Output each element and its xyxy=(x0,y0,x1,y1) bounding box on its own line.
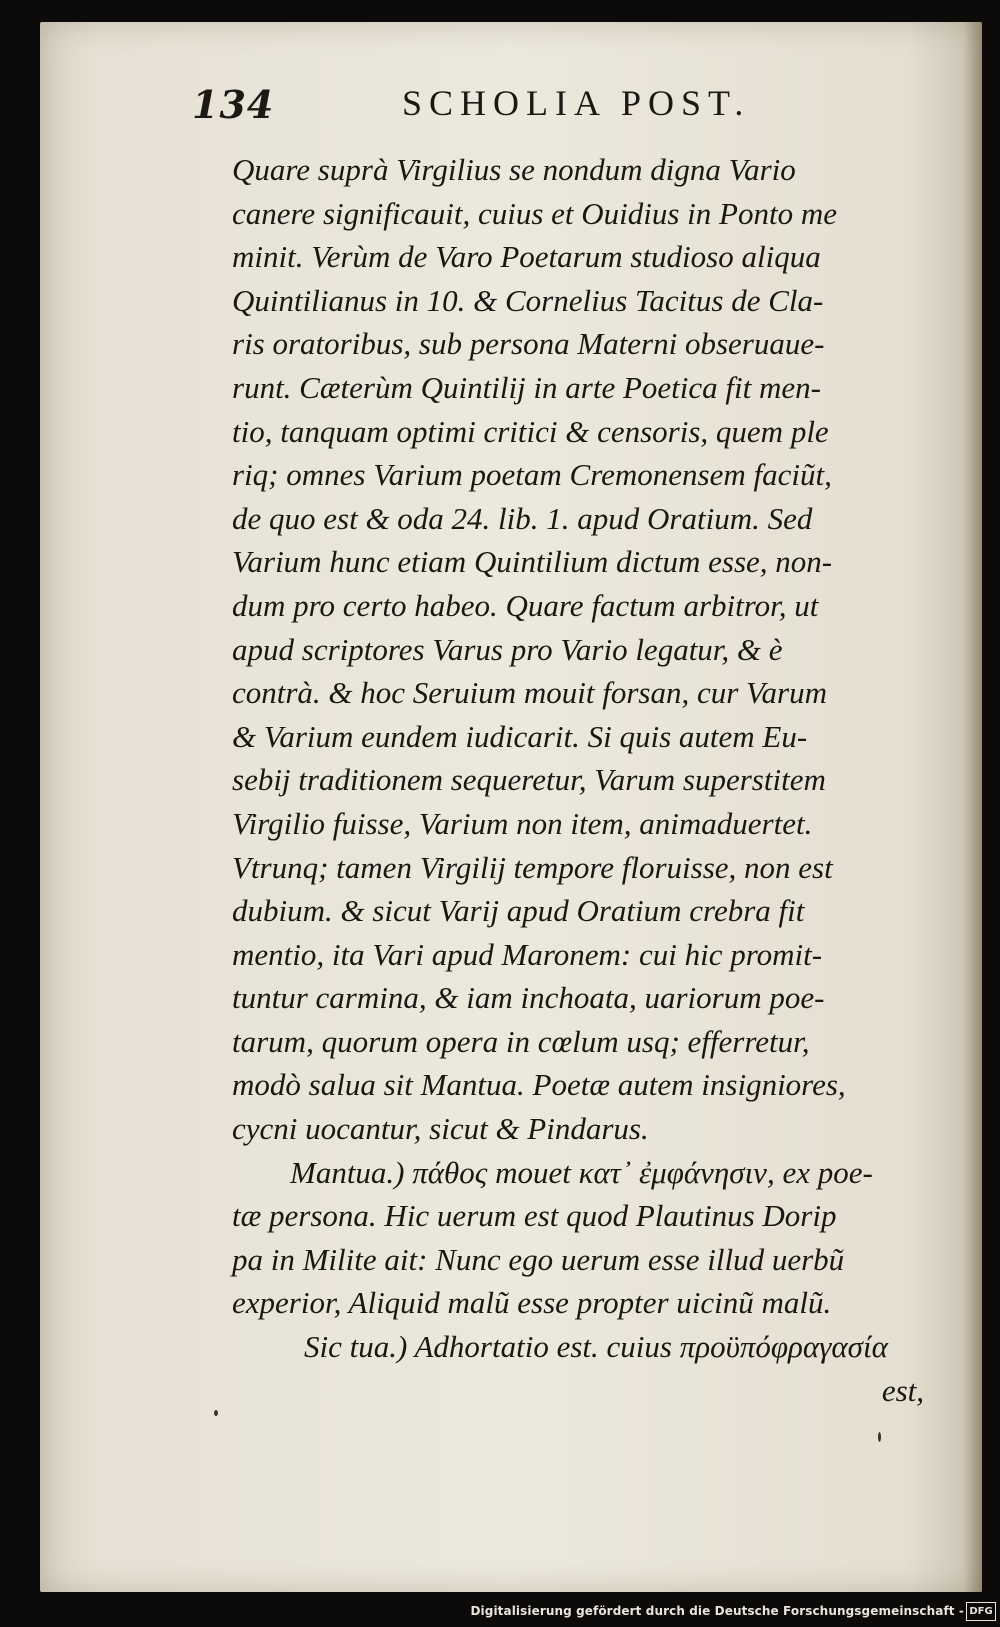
catchword: est, xyxy=(881,1372,924,1408)
footer-bar xyxy=(0,1598,1000,1627)
text-line: & Varium eundem iudicarit. Si quis autem Eu- xyxy=(232,718,808,754)
text-line: dubium. & sicut Varij apud Oratium crebra fit xyxy=(232,893,805,929)
text-line: tuntur carmina, & iam inchoata, uariorum poe- xyxy=(232,980,825,1016)
text-line: Sic tua.) Adhortatio est. cuius προϋπόφραγασία xyxy=(304,1329,888,1365)
footer-credit: Digitalisierung gefördert durch die Deutsche Forschungsgemeinschaft - xyxy=(470,1604,964,1618)
text-line: Vtrunq; tamen Virgilij tempore floruisse, non est xyxy=(232,849,833,885)
text-line: contrà. & hoc Seruium mouit forsan, cur Varum xyxy=(232,675,828,711)
header-title: SCHOLIA POST. xyxy=(402,83,751,123)
text-line: tæ persona. Hic uerum est quod Plautinus Dorip xyxy=(232,1198,837,1234)
paper-speck xyxy=(878,1432,881,1442)
text-line: dum pro certo habeo. Quare factum arbitror, ut xyxy=(232,587,819,623)
paper-speck xyxy=(214,1410,218,1416)
text-line: experior, Aliquid malũ esse propter uicinũ malũ. xyxy=(232,1285,832,1321)
text-line: modò salua sit Mantua. Poetæ autem insigniores, xyxy=(232,1067,846,1103)
text-line: de quo est & oda 24. lib. 1. apud Oratium. Sed xyxy=(232,500,813,536)
text-line: apud scriptores Varus pro Vario legatur, & è xyxy=(232,631,783,667)
text-line: Quintilianus in 10. & Cornelius Tacitus de Cla- xyxy=(232,282,824,318)
book-page xyxy=(40,22,982,1592)
text-line: runt. Cæterùm Quintilij in arte Poetica fit men- xyxy=(232,369,821,405)
text-line: Quare suprà Virgilius se nondum digna Vario xyxy=(232,152,796,187)
text-line: minit. Verùm de Varo Poetarum studioso aliqua xyxy=(232,239,821,275)
body-text xyxy=(232,148,952,1412)
text-line: riq; omnes Varium poetam Cremonensem faciũt, xyxy=(232,457,832,493)
text-line: tarum, quorum opera in cœlum usq; efferretur, xyxy=(232,1023,810,1059)
page-number: 134 xyxy=(192,82,275,127)
text-line: Mantua.) πάθος mouet κατ᾽ ἐμφάνησιν, ex poe- xyxy=(290,1154,873,1190)
text-line: sebij traditionem sequeretur, Varum superstitem xyxy=(232,762,826,798)
text-line: mentio, ita Vari apud Maronem: cui hic promit- xyxy=(232,936,823,972)
running-head xyxy=(192,82,892,142)
page-edge-shadow xyxy=(964,22,982,1592)
text-line: Varium hunc etiam Quintilium dictum esse, non- xyxy=(232,544,833,580)
text-line: canere significauit, cuius et Ouidius in Ponto me xyxy=(232,195,837,231)
text-line: tio, tanquam optimi critici & censoris, quem ple xyxy=(232,413,829,449)
dfg-logo: DFG xyxy=(966,1602,996,1621)
text-line: cycni uocantur, sicut & Pindarus. xyxy=(232,1111,649,1147)
text-line: pa in Milite ait: Nunc ego uerum esse illud uerbũ xyxy=(232,1241,845,1277)
text-line: ris oratoribus, sub persona Materni obseruaue- xyxy=(232,326,825,362)
text-line: Virgilio fuisse, Varium non item, animaduertet. xyxy=(232,805,813,841)
